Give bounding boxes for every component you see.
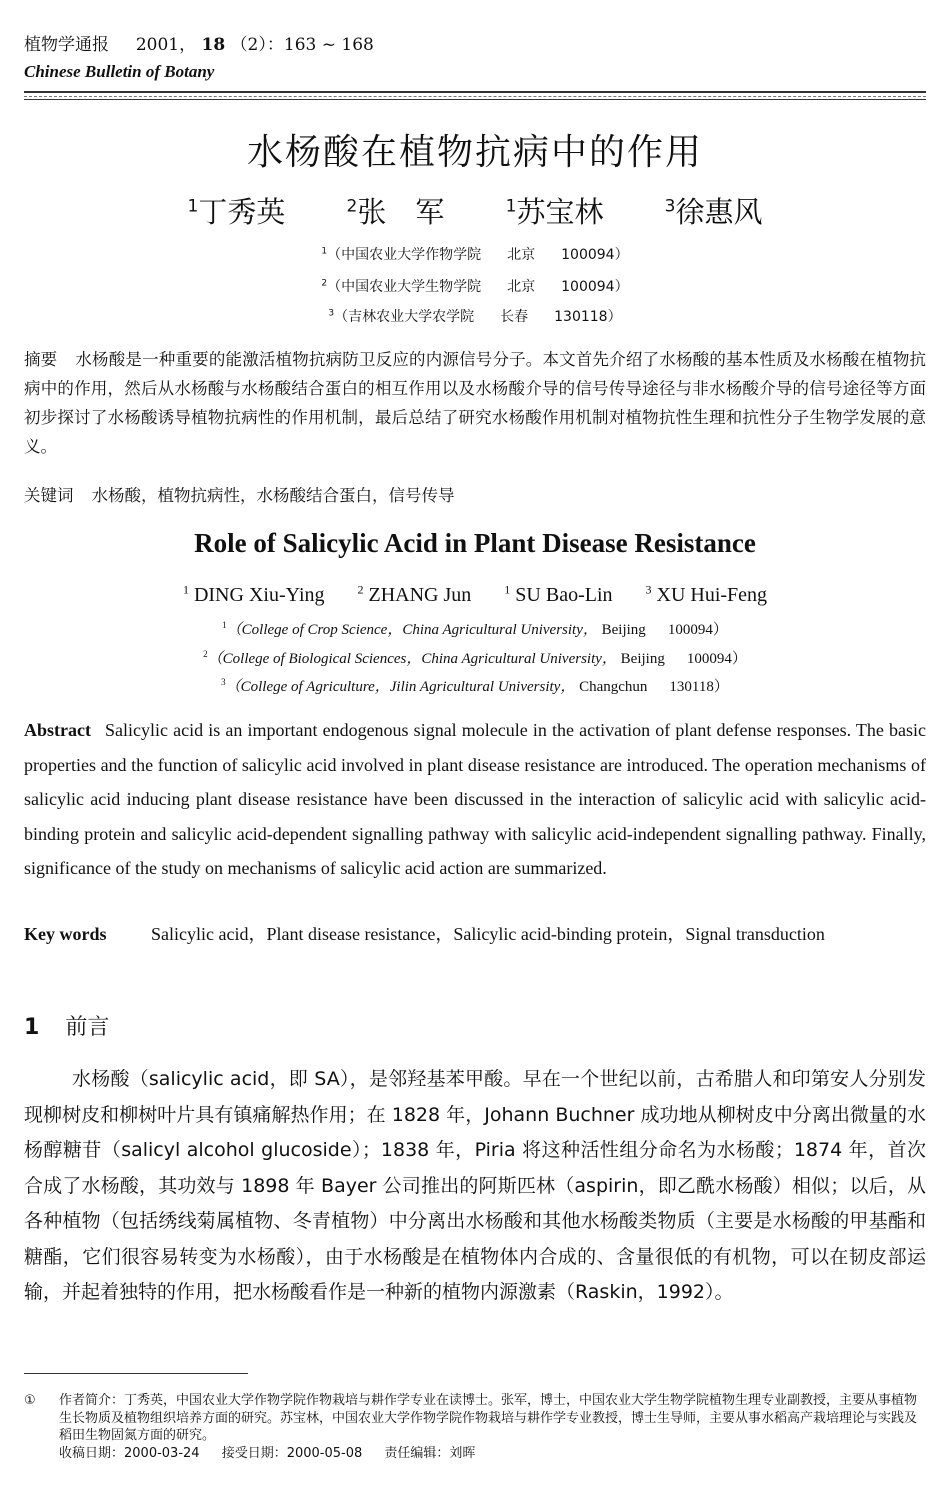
keywords-en-label: Key words [24, 924, 107, 944]
section-body: 水杨酸（salicylic acid，即 SA），是邻羟基苯甲酸。早在一个世纪以前，古希腊人和印第安人分别发现柳树皮和柳树叶片具有镇痛解热作用；在 1828 年，Johann Buchner 成功地从柳树皮中分离出微量的水杨醇糖苷（salicyl alcohol glucoside）；1838 年，Piria 将这种活性组分命名为水杨酸；1874 年，首次合成了水杨酸，其功效与 1898 年 Bayer 公司推出的阿斯匹林（aspirin，即乙酰水杨酸）相似；以后，从各种植物（包括绣线菊属植物、冬青植物）中分离出水杨酸和其他水杨酸类物质（主要是水杨酸的甲基酯和糖酯，它们很容易转变为水杨酸），由于水杨酸是在植物体内合成的、含量很低的有机物，可以在韧皮部运输，并起着独特的作用，把水杨酸看作是一种新的植物内源激素（Raskin，1992）。 [24, 1068, 926, 1303]
authors-zh [0, 190, 950, 231]
affiliation-en: $^3$（College of Agriculture，Jilin Agricultural University， Changchun 130118） [221, 677, 729, 695]
footnote-rule [24, 1373, 248, 1374]
author-en: $^2$ ZHANG Jun [357, 582, 472, 606]
abstract-zh-label: 摘要 [24, 350, 58, 369]
journal-citation [24, 30, 374, 55]
author-zh: $^1$苏宝林 [505, 195, 604, 229]
section-heading [24, 1010, 109, 1041]
footnote [24, 1392, 926, 1462]
keywords-zh-label: 关键词 [24, 486, 74, 505]
author-en: $^1$ SU Bao-Lin [504, 582, 613, 606]
keywords-zh-text: 水杨酸，植物抗病性，水杨酸结合蛋白，信号传导 [91, 486, 455, 505]
footnote-mark: ① [24, 1393, 36, 1408]
footnote-dates [59, 1445, 926, 1463]
received-date: 收稿日期：2000-03-24 [59, 1445, 200, 1461]
author-zh: $^1$丁秀英 [187, 195, 286, 229]
keywords-en-text: Salicylic acid，Plant disease resistance，Salicylic acid-binding protein，Signal transduction [151, 924, 825, 944]
journal-issue-pages: （2）：163 ~ 168 [230, 35, 374, 55]
section-number: 1 [24, 1015, 40, 1040]
authors-en [0, 582, 950, 607]
author-en: $^1$ DING Xiu-Ying [182, 582, 325, 606]
title-zh: 水杨酸在植物抗病中的作用 [246, 132, 703, 173]
section-title: 前言 [65, 1015, 110, 1040]
footnote-text: 作者简介：丁秀英，中国农业大学作物学院作物栽培与耕作学专业在读博士。张军，博士，中国农业大学生物学院植物生理专业副教授，主要从事植物生长物质及植物组织培养方面的研究。苏宝林，中国农业大学作物学院作物栽培与耕作学专业教授，博士生导师，主要从事水稻高产栽培理论与实践及稻田生物固氮方面的研究。 [59, 1393, 918, 1443]
abstract-zh [24, 345, 926, 461]
abstract-en-text: Salicylic acid is an important endogenous signal molecule in the activation of plant defense responses. The basic properties and the function of salicylic acid involved in plant disease resistance are introduced. The operation mechanisms of salicylic acid inducing plant disease resistance have been discussed in the interaction of salicylic acid with salicylic acid-binding protein and salicylic acid-dependent signalling pathway with salicylic acid-independent signalling pathway. Finally, significance of the study on mechanisms of salicylic acid action are summarized. [24, 720, 926, 878]
author-zh: $^3$徐惠风 [664, 195, 763, 229]
editor: 责任编辑：刘晖 [384, 1445, 476, 1461]
keywords-zh [24, 481, 926, 510]
journal-volume: 18 [201, 35, 226, 55]
abstract-zh-text: 水杨酸是一种重要的能激活植物抗病防卫反应的内源信号分子。本文首先介绍了水杨酸的基本性质及水杨酸在植物抗病中的作用，然后从水杨酸与水杨酸结合蛋白的相互作用以及水杨酸介导的信号传导途径与非水杨酸介导的信号途径等方面初步探讨了水杨酸诱导植物抗病性的作用机制，最后总结了研究水杨酸作用机制对植物抗性生理和抗性分子生物学发展的意义。 [24, 350, 927, 456]
author-zh: $^2$张 军 [346, 195, 445, 229]
affiliation-zh: $^3$（吉林农业大学农学院 长春 130118） [328, 308, 622, 325]
affiliation-zh: $^1$（中国农业大学作物学院 北京 100094） [321, 246, 629, 263]
journal-name-zh: 植物学通报 [24, 35, 109, 55]
accepted-date: 接受日期：2000-05-08 [221, 1445, 363, 1461]
abstract-en [24, 713, 926, 886]
journal-year: 2001， [135, 35, 197, 55]
author-en: $^3$ XU Hui-Feng [645, 582, 768, 606]
abstract-en-label: Abstract [24, 720, 91, 740]
affiliation-en: $^1$（College of Crop Science，China Agricultural University， Beijing 100094） [222, 620, 728, 638]
header-rule [24, 91, 926, 99]
title-en: Role of Salicylic Acid in Plant Disease Resistance [194, 528, 756, 558]
journal-name-en: Chinese Bulletin of Botany [24, 62, 215, 81]
keywords-en [24, 917, 926, 951]
affiliation-en: $^2$（College of Biological Sciences，China Agricultural University， Beijing 100094） [203, 649, 747, 667]
affiliation-zh: $^2$（中国农业大学生物学院 北京 100094） [321, 278, 629, 295]
